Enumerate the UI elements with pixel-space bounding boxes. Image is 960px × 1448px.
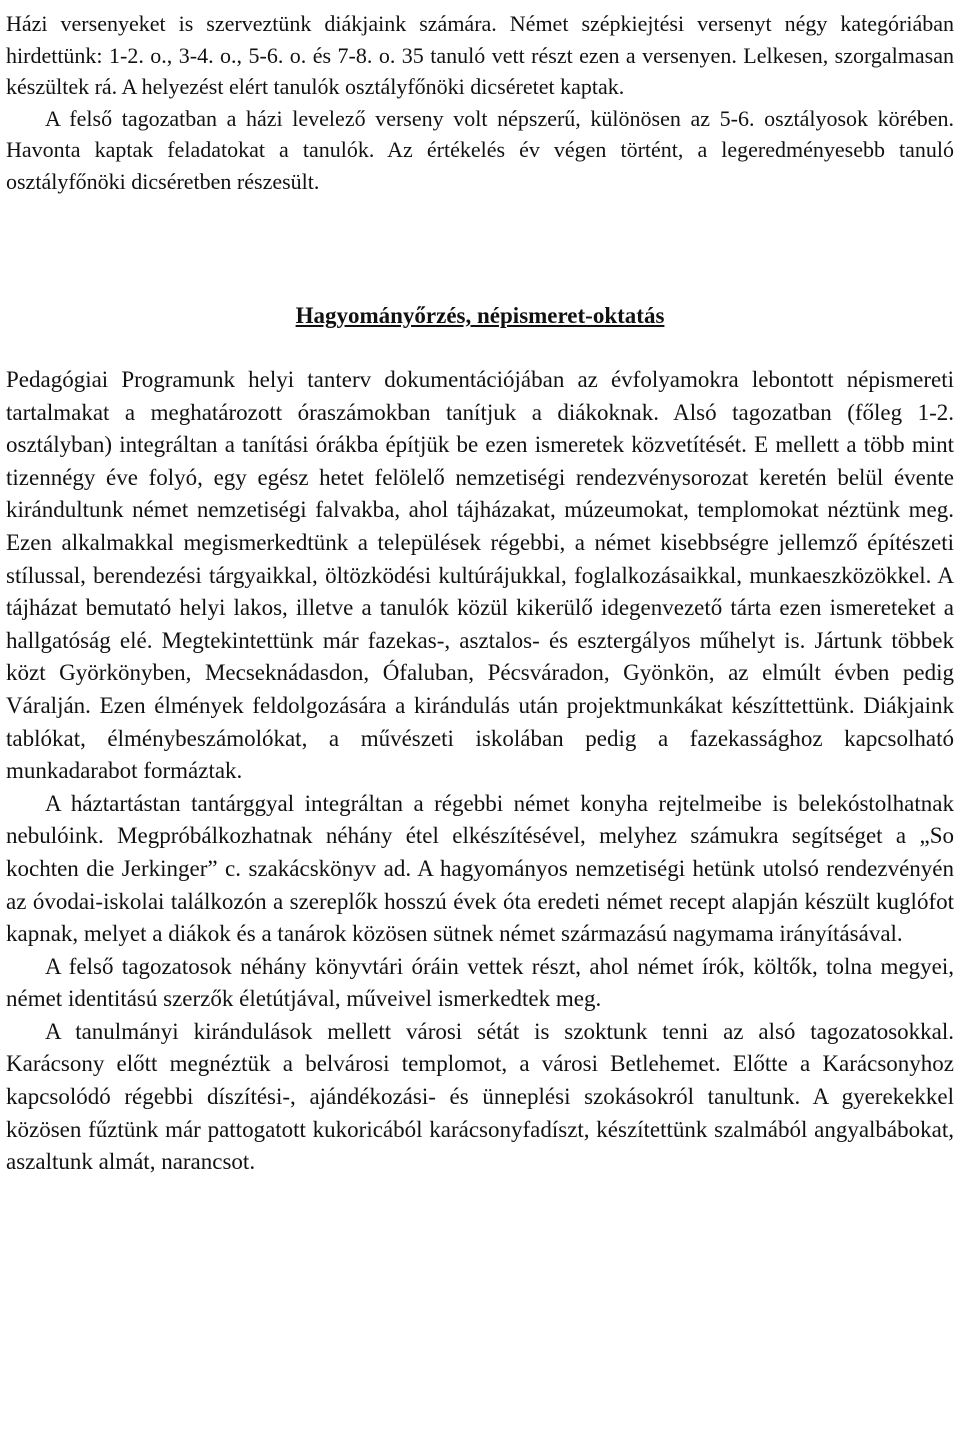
section-paragraph-cooking: A háztartástan tantárggyal integráltan a régebbi német konyha rejtelmeibe is belekóstolhatnak nebulóink. Megpróbálkozhatnak néhány étel elkészítésével, melyhez számukra segítséget a „So kochten die Jerkinger” c. szakácskönyv ad. A hagyományos nemzetiségi hetünk utolsó rendezvényén az óvodai-iskolai találkozón a szereplők hosszú évek óta eredeti német recept alapján készült kuglófot kapnak, melyet a diákok és a tanárok közösen sütnek német származású nagymama irányításával. — [6, 790, 954, 947]
section-heading: Hagyományőrzés, népismeret-oktatás — [295, 303, 665, 328]
intro-paragraph-competition: Házi versenyeket is szerveztünk diákjaink számára. Német szépkiejtési versenyt négy kategóriában hirdettünk: 1-2. o., 3-4. o., 5-6. o. és 7-8. o. 35 tanuló vett részt ezen a versenyen. Lelkesen, szorgalmasan készültek rá. A helyezést elért tanulók osztályfőnöki dicséretet kaptak. — [6, 11, 954, 99]
section-paragraph-library: A felső tagozatosok néhány könyvtári óráin vettek részt, ahol német írók, költők, tolna megyei, német identitású szerzők életútjával, műveivel ismerkedtek meg. — [6, 953, 954, 1012]
section-paragraph-curriculum: Pedagógiai Programunk helyi tanterv dokumentációjában az évfolyamokra lebontott népismereti tartalmakat a meghatározott óraszámokban tanítjuk a diákoknak. Alsó tagozatban (főleg 1-2. osztályban) integráltan a tanítási órákba építjük be ezen ismeretek közvetítését. E mellett a több mint tizennégy éve folyó, egy egész hetet felölelő nemzetiségi rendezvénysorozat keretén belül évente kirándultunk német nemzetiségi falvakba, ahol tájházakat, múzeumokat, templomokat néztünk meg. Ezen alkalmakkal megismerkedtünk a települések régebbi, a német kisebbségre jellemző építészeti stílussal, berendezési tárgyaikkal, öltözködési kultúrájukkal, foglalkozásaikkal, munkaeszközökkel. A tájházat bemutató helyi lakos, illetve a tanulók közül kikerülő idegenvezető tárta ezen ismereteket a hallgatóság elé. Megtekintettünk már fazekas-, asztalos- és esztergályos műhelyt is. Jártunk többek közt Györkönyben, Mecseknádasdon, Ófaluban, Pécsváradon, Gyönkön, az elmúlt évben pedig Váralján. Ezen élmények feldolgozására a kirándulás után projektmunkákat készíttettünk. Diákjaink tablókat, élménybeszámolókat, a művészeti iskolában pedig a fazekassághoz kapcsolható munkadarabot formáztak. — [6, 367, 954, 784]
section-paragraph-walks: A tanulmányi kirándulások mellett városi sétát is szoktunk tenni az alsó tagozatosokkal. Karácsony előtt megnéztük a belvárosi templomot, a városi Betlehemet. Előtte a Karácsonyhoz kapcsolódó régebbi díszítési-, ajándékozási- és ünneplési szokásokról tanultunk. A gyerekekkel közösen fűztünk már pattogatott kukoricából karácsonyfadíszt, készítettünk szalmából angyalbábokat, aszaltunk almát, narancsot. — [6, 1018, 954, 1175]
section-body — [6, 364, 954, 1179]
intro-paragraph-correspondence: A felső tagozatban a házi levelező verseny volt népszerű, különösen az 5-6. osztályosok körében. Havonta kaptak feladatokat a tanulók. Az értékelés év végen történt, a legeredményesebb tanuló osztályfőnöki dicséretben részesült. — [6, 105, 954, 194]
intro-block — [6, 8, 954, 197]
